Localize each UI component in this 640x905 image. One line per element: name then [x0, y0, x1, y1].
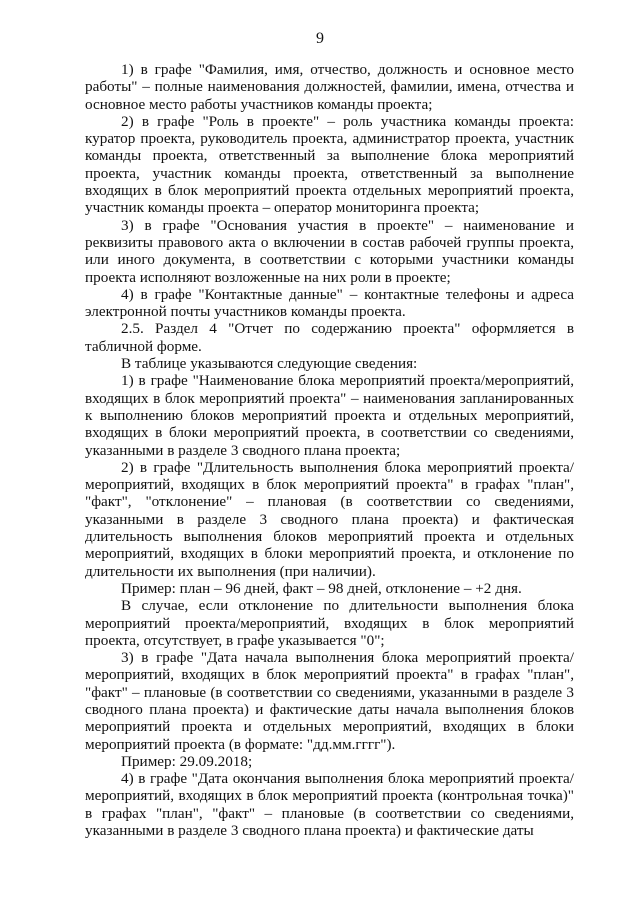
paragraph-basis-column: 3) в графе "Основания участия в проекте" – наименование и реквизиты правового акта о включении в состав рабочей группы проекта, или иного документа, в соответствии с которыми участники команды проекта исполняют возложенные на них роли в проекте; [85, 216, 574, 286]
paragraph-start-date-column: 3) в графе "Дата начала выполнения блока мероприятий проекта/ мероприятий, входящих в блок мероприятий проекта" в графах "план", "факт" – плановые (в соответствии со сведениями, указанными в разделе 3 сводного плана проекта) и фактические даты начала выполнения блоков мероприятий проекта и отдельных мероприятий, входящих в блоки мероприятий проекта (в формате: "дд.мм.гггг"). [85, 649, 574, 753]
paragraph-duration-example: Пример: план – 96 дней, факт – 98 дней, отклонение – +2 дня. [121, 579, 522, 597]
paragraph-zero-deviation: В случае, если отклонение по длительности выполнения блока мероприятий проекта/мероприятий, входящих в блок мероприятий проекта, отсутствует, в графе указывается "0"; [85, 597, 574, 649]
paragraph-end-date-column: 4) в графе "Дата окончания выполнения блока мероприятий проекта/ мероприятий, входящих в блок мероприятий проекта (контрольная точка)" в графах "план", "факт" – плановые (в соответствии со сведениями, указанными в разделе 3 сводного плана проекта) и фактические даты [85, 770, 574, 840]
paragraph-section-2-5: 2.5. Раздел 4 "Отчет по содержанию проекта" оформляется в табличной форме. [85, 320, 574, 355]
paragraph-block-name-column: 1) в графе "Наименование блока мероприятий проекта/мероприятий, входящих в блок мероприятий проекта" – наименования запланированных к выполнению блоков мероприятий проекта и отдельных мероприятий, входящих в блоки мероприятий проекта, в соответствии со сведениями, указанными в разделе 3 сводного плана проекта; [85, 372, 574, 459]
document-body [85, 61, 574, 839]
paragraph-date-example: Пример: 29.09.2018; [121, 752, 253, 770]
paragraph-contacts-column: 4) в графе "Контактные данные" – контактные телефоны и адреса электронной почты участников команды проекта. [85, 285, 574, 321]
page-number: 9 [316, 30, 324, 47]
paragraph-surname-column: 1) в графе "Фамилия, имя, отчество, должность и основное место работы" – полные наименования должностей, фамилии, имена, отчества и основное место работы участников команды проекта; [85, 61, 574, 113]
paragraph-table-intro: В таблице указываются следующие сведения: [121, 355, 418, 373]
paragraph-role-column: 2) в графе "Роль в проекте" – роль участника команды проекта: куратор проекта, руководитель проекта, администратор проекта, участник команды проекта, ответственный за выполнение блока мероприятий проекта, участник команды проекта, ответственный за выполнение входящих в блок мероприятий проекта отдельных мероприятий проекта, участник команды проекта – оператор мониторинга проекта; [85, 112, 574, 217]
paragraph-duration-column: 2) в графе "Длительность выполнения блока мероприятий проекта/ мероприятий, входящих в блок мероприятий проекта" в графах "план", "факт", "отклонение" – плановая (в соответствии со сведениями, указанными в разделе 3 сводного плана проекта) и фактическая длительность выполнения блоков мероприятий проекта и отдельных мероприятий, входящих в блоки мероприятий проекта, и отклонение по длительности их выполнения (при наличии). [85, 458, 574, 580]
